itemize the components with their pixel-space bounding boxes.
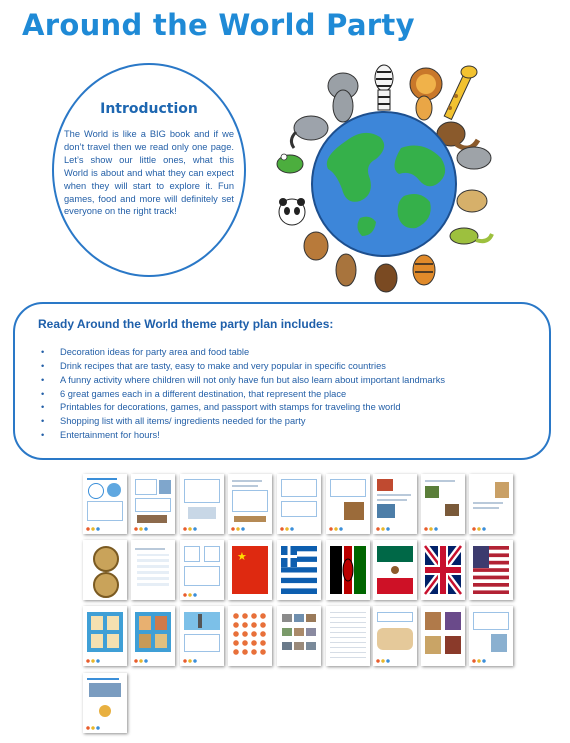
preview-page-thumbnail bbox=[326, 474, 370, 534]
greece-flag bbox=[277, 540, 321, 600]
elephant-icon bbox=[291, 116, 328, 148]
preview-page-thumbnail bbox=[180, 474, 224, 534]
giraffe-icon bbox=[444, 66, 477, 119]
plan-item: • A funny activity where children will not only have fun but also learn about important landmarks bbox=[36, 374, 445, 388]
globe-icon bbox=[312, 112, 456, 256]
preview-page-thumbnail bbox=[277, 606, 321, 666]
globe-animals-illustration bbox=[276, 56, 496, 296]
preview-page-thumbnail bbox=[469, 474, 513, 534]
lizard-icon bbox=[450, 228, 492, 244]
plan-list bbox=[36, 346, 445, 443]
mexico-flag bbox=[373, 540, 417, 600]
preview-page-thumbnail bbox=[180, 540, 224, 600]
preview-page-thumbnail bbox=[131, 606, 175, 666]
panda-icon bbox=[279, 198, 305, 225]
kangaroo-icon bbox=[336, 254, 356, 286]
preview-page-thumbnail bbox=[131, 474, 175, 534]
preview-page-thumbnail bbox=[131, 540, 175, 600]
zebra-icon bbox=[375, 65, 393, 110]
preview-page-thumbnail bbox=[83, 540, 127, 600]
plan-item: • 6 great games each in a different destination, that represent the place bbox=[36, 388, 445, 402]
preview-page-thumbnail bbox=[83, 606, 127, 666]
plan-item: • Printables for decorations, games, and passport with stamps for traveling the world bbox=[36, 401, 445, 415]
frog-icon bbox=[277, 154, 303, 173]
plan-item: • Decoration ideas for party area and food table bbox=[36, 346, 445, 360]
preview-page-thumbnail bbox=[326, 606, 370, 666]
preview-page-thumbnail bbox=[83, 673, 127, 733]
preview-page-thumbnail bbox=[373, 474, 417, 534]
kenya-flag bbox=[326, 540, 370, 600]
plan-item: • Shopping list with all items/ ingredients needed for the party bbox=[36, 415, 445, 429]
preview-page-thumbnail bbox=[421, 606, 465, 666]
dog-icon bbox=[304, 232, 328, 260]
preview-page-thumbnail bbox=[228, 606, 272, 666]
preview-page-thumbnail bbox=[83, 474, 127, 534]
hippo-icon bbox=[328, 73, 358, 122]
camel-icon bbox=[457, 190, 487, 212]
plan-item: • Entertainment for hours! bbox=[36, 429, 445, 443]
tiger-icon bbox=[413, 255, 435, 285]
intro-heading: Introduction bbox=[100, 101, 198, 117]
lion-icon bbox=[410, 68, 442, 120]
rhino-icon bbox=[457, 147, 491, 169]
plan-heading: Ready Around the World theme party plan includes: bbox=[38, 317, 334, 331]
svg-text:★: ★ bbox=[237, 551, 247, 563]
preview-page-thumbnail bbox=[373, 606, 417, 666]
preview-page-thumbnail bbox=[277, 474, 321, 534]
preview-page-thumbnail bbox=[469, 606, 513, 666]
preview-page-thumbnail bbox=[228, 474, 272, 534]
china-flag bbox=[228, 540, 272, 600]
uk-flag bbox=[421, 540, 465, 600]
preview-page-thumbnail bbox=[421, 474, 465, 534]
intro-text: The World is like a BIG book and if we don’t travel then we read only one page. Let’s show our little ones, what this World is about and what they can expect when they will start to explore it. Fun games, food and more will definitely set everyone on the right track! bbox=[64, 129, 234, 217]
plan-item: • Drink recipes that are tasty, easy to make and very popular in specific countries bbox=[36, 360, 445, 374]
usa-flag bbox=[469, 540, 513, 600]
page-title: Around the World Party bbox=[22, 8, 415, 42]
bear-icon bbox=[375, 264, 397, 292]
preview-page-thumbnail bbox=[180, 606, 224, 666]
